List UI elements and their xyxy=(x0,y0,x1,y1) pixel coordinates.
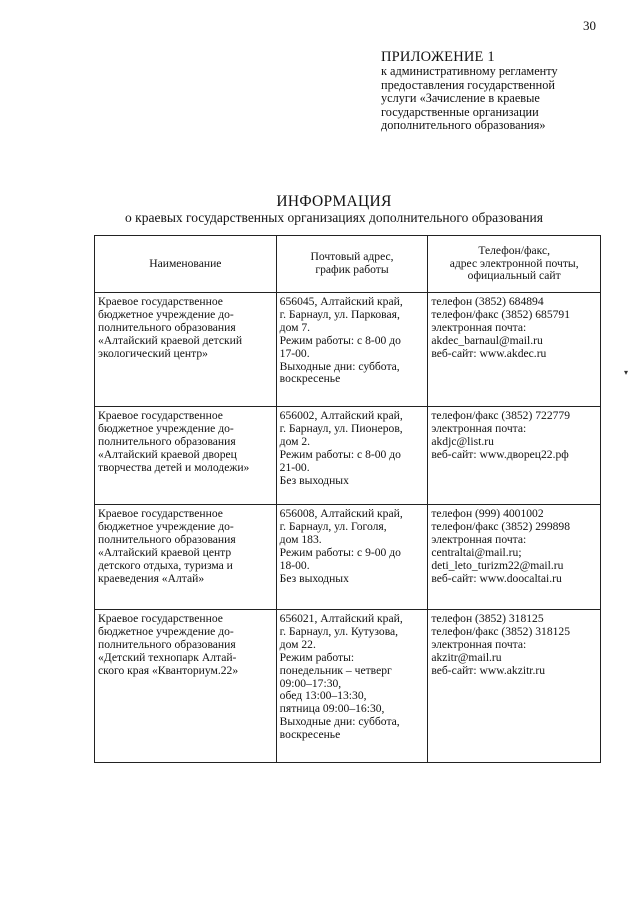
cell-address xyxy=(276,505,428,610)
cell-line: полнительного образования xyxy=(98,637,236,651)
document-title: ИНФОРМАЦИЯ xyxy=(276,193,392,210)
header-contacts xyxy=(428,236,601,293)
cell-line: телефон (3852) 684894 xyxy=(431,295,544,308)
cell-line: Режим работы: с 9-00 до xyxy=(279,545,401,559)
cell-address xyxy=(276,293,428,407)
header-line: Наименование xyxy=(149,256,222,270)
cell-name xyxy=(95,505,277,610)
cell-line: полнительного образования xyxy=(98,532,236,546)
page-number: 30 xyxy=(583,18,596,33)
appendix-line: государственные организации xyxy=(381,104,539,119)
cell-line: «Алтайский краевой детский xyxy=(98,333,243,347)
cell-line: Без выходных xyxy=(279,571,349,585)
cell-line: г. Барнаул, ул. Гоголя, xyxy=(279,519,387,533)
cell-contacts xyxy=(428,407,601,505)
cell-line: akdec_barnaul@mail.ru xyxy=(431,333,543,347)
cell-line: akdjc@list.ru xyxy=(431,434,494,448)
cell-line: Без выходных xyxy=(279,473,349,487)
cell-line: Режим работы: с 8-00 до xyxy=(279,333,401,347)
margin-mark: ▾ xyxy=(624,368,629,377)
cell-line: Выходные дни: суббота, xyxy=(279,359,400,373)
cell-line: полнительного образования xyxy=(98,320,236,334)
cell-line: ского края «Кванториум.22» xyxy=(98,663,239,677)
cell-line: Режим работы: xyxy=(279,650,355,664)
cell-line: 09:00–17:30, xyxy=(279,676,342,690)
cell-line: 656021, Алтайский край, xyxy=(279,612,403,625)
cell-line: полнительного образования xyxy=(98,434,236,448)
cell-address xyxy=(276,610,428,763)
cell-line: г. Барнаул, ул. Пионеров, xyxy=(279,421,403,435)
cell-line: детского отдыха, туризма и xyxy=(98,558,233,572)
appendix-line: дополнительного образования» xyxy=(381,118,546,132)
cell-line: 656008, Алтайский край, xyxy=(279,507,403,520)
table-row xyxy=(95,505,601,610)
cell-contacts xyxy=(428,505,601,610)
cell-line: г. Барнаул, ул. Кутузова, xyxy=(279,624,399,638)
cell-line: «Алтайский краевой дворец xyxy=(98,447,237,461)
cell-line: воскресенье xyxy=(279,728,341,742)
cell-line: обед 13:00–13:30, xyxy=(279,689,367,703)
cell-name xyxy=(95,407,277,505)
cell-line: бюджетное учреждение до- xyxy=(98,307,234,321)
cell-line: Режим работы: с 8-00 до xyxy=(279,447,401,461)
cell-line: 18-00. xyxy=(279,558,310,572)
cell-line: deti_leto_turizm22@mail.ru xyxy=(431,558,564,572)
cell-line: бюджетное учреждение до- xyxy=(98,624,234,638)
cell-line: бюджетное учреждение до- xyxy=(98,519,234,533)
appendix-line: услуги «Зачисление в краевые xyxy=(381,91,540,105)
cell-line: 656045, Алтайский край, xyxy=(279,295,403,308)
cell-line: Краевое государственное xyxy=(98,612,223,625)
document-subtitle: о краевых государственных организациях дополнительного образования xyxy=(125,210,543,225)
cell-line: электронная почта: xyxy=(431,320,527,334)
header-name xyxy=(95,236,277,293)
cell-line: телефон/факс (3852) 685791 xyxy=(431,307,571,321)
cell-line: дом 2. xyxy=(279,434,311,448)
table-row xyxy=(95,610,601,763)
cell-line: 656002, Алтайский край, xyxy=(279,409,403,422)
header-line: график работы xyxy=(315,263,389,276)
cell-line: дом 183. xyxy=(279,532,322,546)
cell-address xyxy=(276,407,428,505)
table-row xyxy=(95,407,601,505)
organizations-table xyxy=(94,235,601,763)
cell-line: Краевое государственное xyxy=(98,409,223,422)
cell-line: телефон (999) 4001002 xyxy=(431,507,544,520)
cell-line: 21-00. xyxy=(279,460,310,474)
header-line: официальный сайт xyxy=(467,269,561,283)
cell-line: «Алтайский краевой центр xyxy=(98,545,232,559)
cell-line: телефон/факс (3852) 299898 xyxy=(431,519,571,533)
cell-line: краеведения «Алтай» xyxy=(98,571,205,585)
cell-line: творчества детей и молодежи» xyxy=(98,460,250,474)
cell-line: веб-сайт: www.akdec.ru xyxy=(431,346,547,360)
cell-line: телефон (3852) 318125 xyxy=(431,612,544,625)
cell-line: веб-сайт: www.дворец22.рф xyxy=(431,447,569,461)
cell-line: centraltai@mail.ru; xyxy=(431,545,522,559)
header-line: адрес электронной почты, xyxy=(449,256,579,270)
header-line: Телефон/факс, xyxy=(478,243,550,257)
cell-line: 17-00. xyxy=(279,346,310,360)
cell-line: дом 7. xyxy=(279,320,311,334)
cell-line: электронная почта: xyxy=(431,532,527,546)
table-row xyxy=(95,293,601,407)
cell-line: «Детский технопарк Алтай- xyxy=(98,650,237,664)
cell-contacts xyxy=(428,610,601,763)
cell-line: Выходные дни: суббота, xyxy=(279,715,400,729)
cell-line: бюджетное учреждение до- xyxy=(98,421,234,435)
cell-line: г. Барнаул, ул. Парковая, xyxy=(279,307,400,321)
cell-line: дом 22. xyxy=(279,637,316,651)
cell-line: понедельник – четверг xyxy=(279,663,392,677)
header-address xyxy=(276,236,428,293)
cell-line: электронная почта: xyxy=(431,421,527,435)
appendix-line: предоставления государственной xyxy=(381,77,555,92)
appendix-title: ПРИЛОЖЕНИЕ 1 xyxy=(381,49,495,65)
cell-line: пятница 09:00–16:30, xyxy=(279,702,385,716)
cell-line: электронная почта: xyxy=(431,637,527,651)
cell-name xyxy=(95,293,277,407)
cell-line: Краевое государственное xyxy=(98,295,223,308)
cell-line: Краевое государственное xyxy=(98,507,223,520)
cell-name xyxy=(95,610,277,763)
cell-line: экологический центр» xyxy=(98,346,208,360)
cell-line: телефон/факс (3852) 318125 xyxy=(431,624,571,638)
cell-line: веб-сайт: www.doocaltai.ru xyxy=(431,571,562,585)
cell-line: телефон/факс (3852) 722779 xyxy=(431,409,571,422)
table-header-row xyxy=(95,236,601,293)
cell-line: akzitr@mail.ru xyxy=(431,650,502,664)
cell-line: веб-сайт: www.akzitr.ru xyxy=(431,663,546,677)
cell-line: воскресенье xyxy=(279,372,341,386)
cell-contacts xyxy=(428,293,601,407)
appendix-block xyxy=(381,49,621,133)
header-line: Почтовый адрес, xyxy=(310,250,394,264)
appendix-line: к административному регламенту xyxy=(381,64,558,78)
